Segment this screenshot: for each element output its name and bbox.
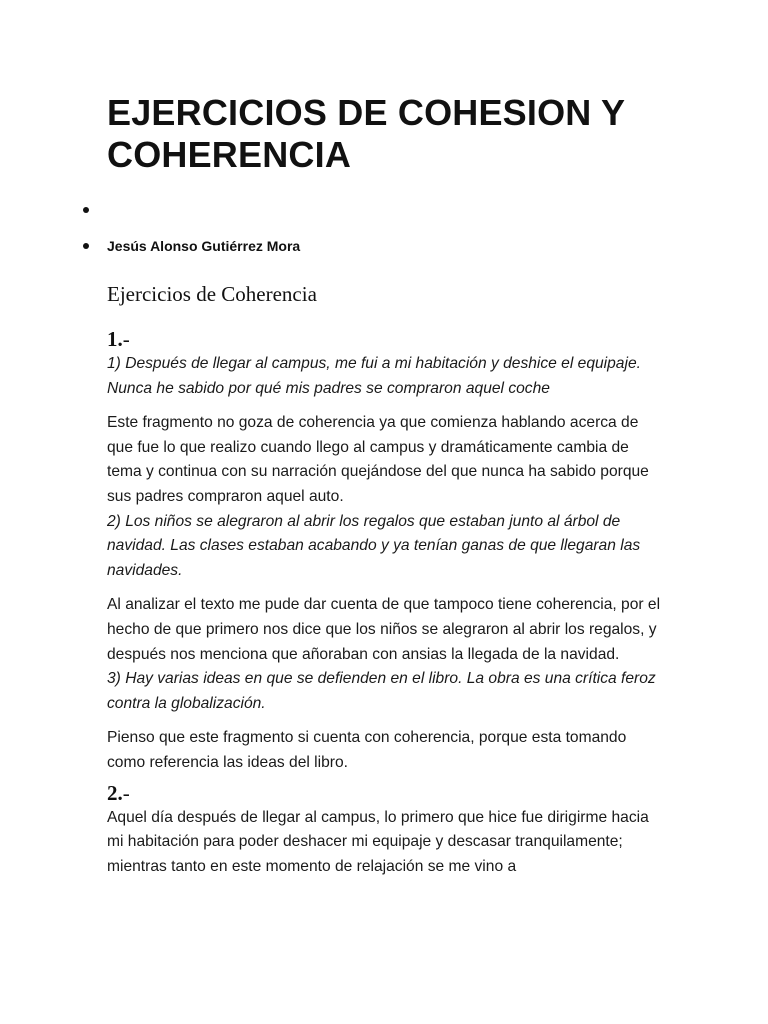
document-page [107, 92, 667, 875]
exercise-text-2: Aquel día después de llegar al campus, lo primero que hice fue dirigirme hacia mi habitación para poder deshacer mi equipaje y descasar tranquilamente; mientras tanto en este momento de relajación se me vino a [107, 808, 649, 875]
section-title: Ejercicios de Coherencia [107, 282, 317, 306]
author-name: Jesús Alonso Gutiérrez Mora [107, 238, 301, 254]
exercise-answer-2: Al analizar el texto me pude dar cuenta de que tampoco tiene coherencia, por el hecho de que primero nos dice que los niños se alegraron al abrir los regalos, y después nos menciona que añoraban con ansias la llegada de la navidad. [107, 596, 661, 663]
document-title [107, 92, 667, 176]
exercise-number-1: 1.- [107, 327, 130, 351]
bullet-dot-icon [83, 207, 89, 213]
title-line-1: EJERCICIOS DE COHESION Y [107, 92, 626, 133]
exercise-quote-3: 3) Hay varias ideas en que se defienden en el libro. La obra es una crítica feroz contra la globalización. [107, 670, 656, 712]
exercise-answer-3: Pienso que este fragmento si cuenta con coherencia, porque esta tomando como referencia las ideas del libro. [107, 729, 627, 771]
list-item-author [107, 236, 667, 256]
exercise-number-2: 2.- [107, 780, 130, 805]
exercise-answer-1: Este fragmento no goza de coherencia ya que comienza hablando acerca de que fue lo que realizo cuando llego al campus y dramáticamente cambia de tema y continua con su narración quejándose del que nunca ha sabido porque sus padres compraron aquel auto. [107, 414, 649, 505]
list-item-empty [107, 200, 667, 220]
bullet-dot-icon [83, 243, 89, 249]
bullet-list [107, 200, 667, 256]
exercise-quote-2: 2) Los niños se alegraron al abrir los regalos que estaban junto al árbol de navidad. Las clases estaban acabando y ya tenían ganas de que llegaran las navidades. [107, 512, 641, 579]
exercise-quote-1: 1) Después de llegar al campus, me fui a mi habitación y deshice el equipaje. Nunca he sabido por qué mis padres se compraron aquel coche [107, 355, 641, 397]
document-body [107, 326, 667, 879]
title-line-2: COHERENCIA [107, 134, 352, 175]
